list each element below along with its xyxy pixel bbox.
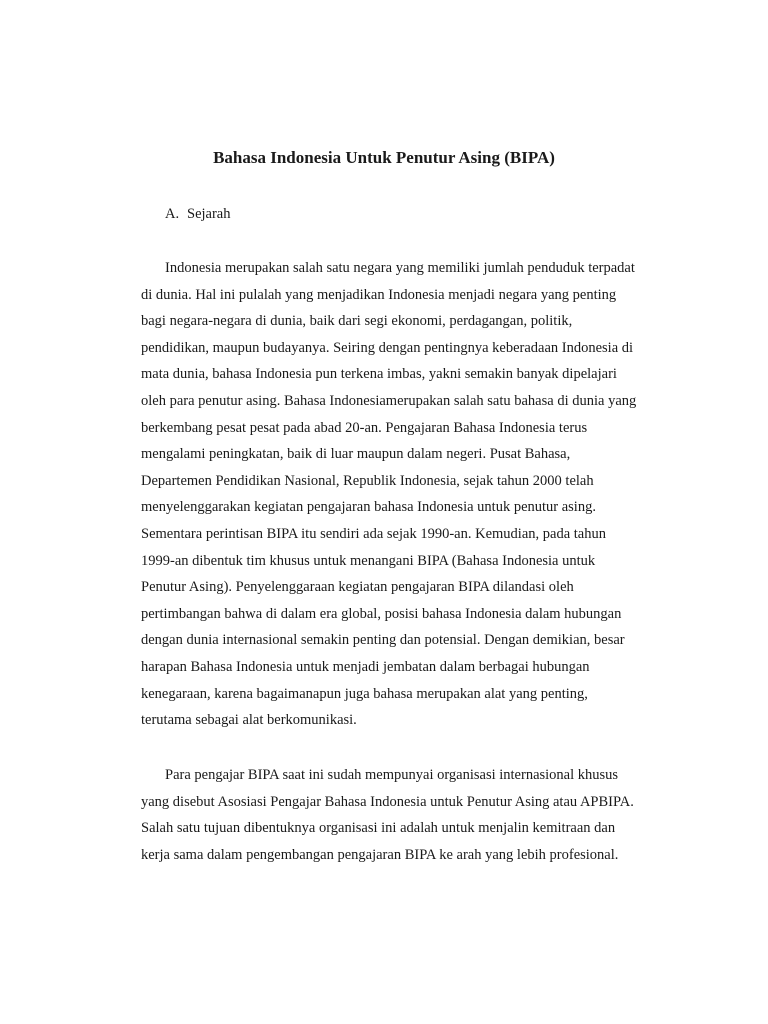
paragraph-line: bagi negara-negara di dunia, baik dari segi ekonomi, perdagangan, politik, xyxy=(141,313,573,330)
section-heading xyxy=(165,204,230,224)
paragraph-history xyxy=(141,255,661,734)
paragraph-line: yang disebut Asosiasi Pengajar Bahasa Indonesia untuk Penutur Asing atau APBIPA. xyxy=(141,793,634,810)
paragraph-line: kenegaraan, karena bagaimanapun juga bahasa merupakan alat yang penting, xyxy=(141,685,588,702)
paragraph-line: dengan dunia internasional semakin penting dan potensial. Dengan demikian, besar xyxy=(141,632,625,649)
section-marker: A. xyxy=(165,206,180,222)
paragraph-line: pertimbangan bahwa di dalam era global, posisi bahasa Indonesia dalam hubungan xyxy=(141,605,622,622)
paragraph-line: berkembang pesat pesat pada abad 20-an. Pengajaran Bahasa Indonesia terus xyxy=(141,419,588,436)
paragraph-line: 1999-an dibentuk tim khusus untuk menangani BIPA (Bahasa Indonesia untuk xyxy=(141,552,596,569)
paragraph-line: Indonesia merupakan salah satu negara yang memiliki jumlah penduduk terpadat xyxy=(165,260,635,276)
paragraph-line: mata dunia, bahasa Indonesia pun terkena imbas, yakni semakin banyak dipelajari xyxy=(141,366,617,383)
paragraph-line: terutama sebagai alat berkomunikasi. xyxy=(141,712,357,729)
paragraph-line: harapan Bahasa Indonesia untuk menjadi jembatan dalam berbagai hubungan xyxy=(141,658,590,675)
paragraph-line: Para pengajar BIPA saat ini sudah mempunyai organisasi internasional khusus xyxy=(165,767,619,783)
paragraph-line: Salah satu tujuan dibentuknya organisasi ini adalah untuk menjalin kemitraan dan xyxy=(141,820,616,837)
paragraph-apbipa xyxy=(141,762,661,868)
paragraph-line: Sementara perintisan BIPA itu sendiri ada sejak 1990-an. Kemudian, pada tahun xyxy=(141,525,606,542)
paragraph-line: oleh para penutur asing. Bahasa Indonesiamerupakan salah satu bahasa di dunia yang xyxy=(141,392,637,409)
section-label: Sejarah xyxy=(187,206,231,222)
document-title: Bahasa Indonesia Untuk Penutur Asing (BIPA) xyxy=(213,148,555,167)
paragraph-line: mengalami peningkatan, baik di luar maupun dalam negeri. Pusat Bahasa, xyxy=(141,446,571,463)
paragraph-line: pendidikan, maupun budayanya. Seiring dengan pentingnya keberadaan Indonesia di xyxy=(141,339,634,356)
paragraph-line: di dunia. Hal ini pulalah yang menjadikan Indonesia menjadi negara yang penting xyxy=(141,286,617,303)
paragraph-line: Departemen Pendidikan Nasional, Republik Indonesia, sejak tahun 2000 telah xyxy=(141,472,594,489)
paragraph-line: menyelenggarakan kegiatan pengajaran bahasa Indonesia untuk penutur asing. xyxy=(141,499,596,516)
paragraph-line: Penutur Asing). Penyelenggaraan kegiatan pengajaran BIPA dilandasi oleh xyxy=(141,579,574,596)
paragraph-line: kerja sama dalam pengembangan pengajaran BIPA ke arah yang lebih profesional. xyxy=(141,846,619,863)
